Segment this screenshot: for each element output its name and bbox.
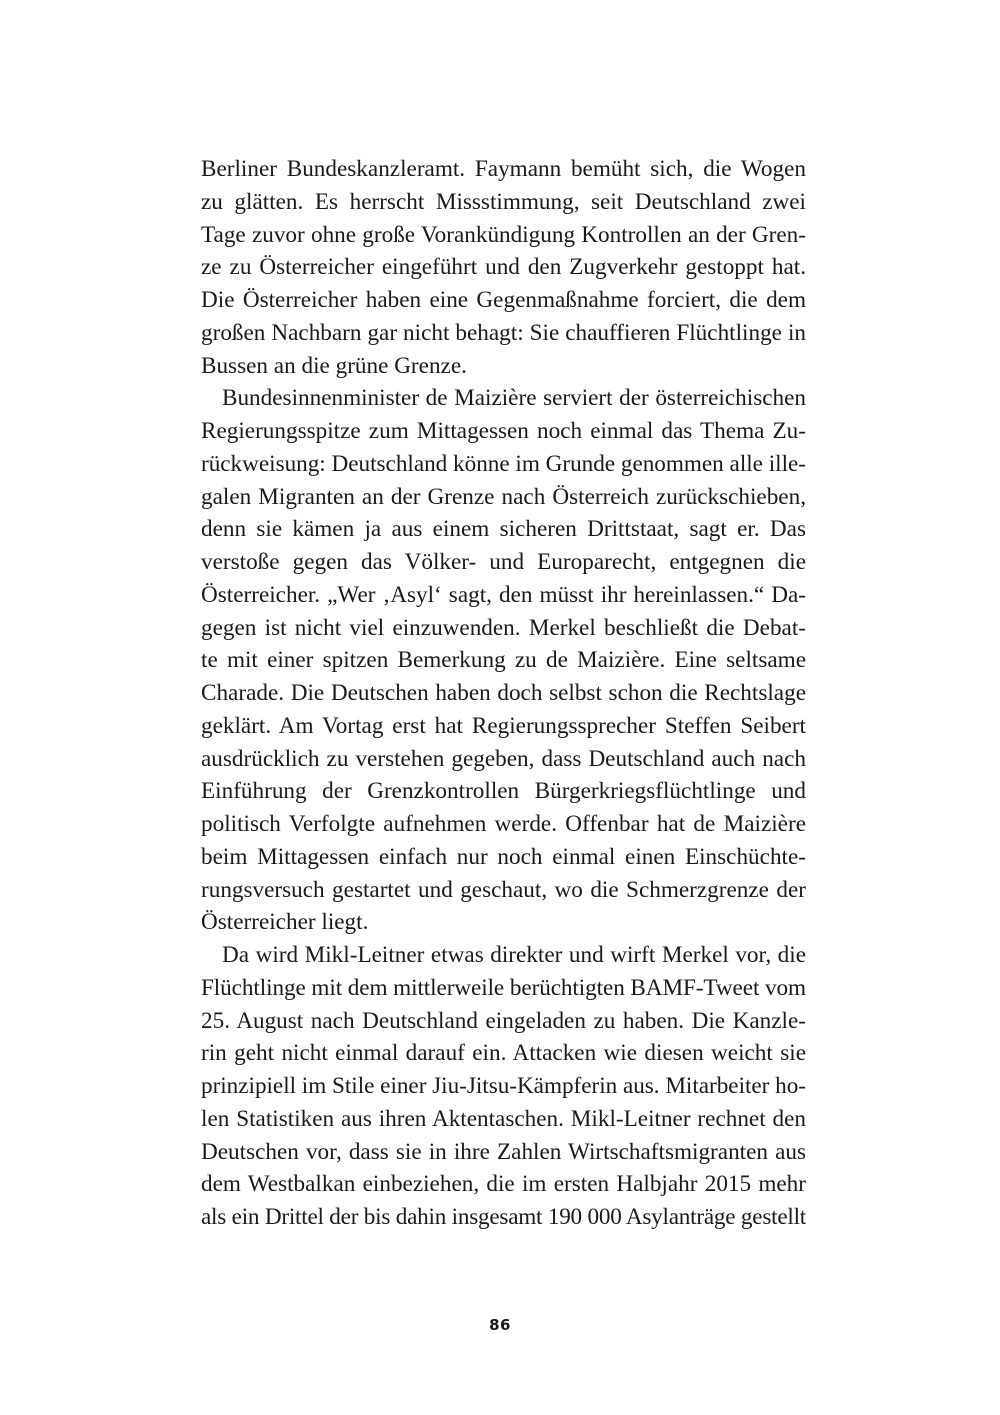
text-line: Österreicher liegt. xyxy=(201,909,369,936)
text-line: prinzipiell im Stile einer Jiu-Jitsu-Kämpferin aus. Mitarbeiter ho- xyxy=(201,1073,806,1099)
text-line: Einführung der Grenzkontrollen Bürgerkriegsflüchtlinge und xyxy=(201,778,806,805)
text-line: galen Migranten an der Grenze nach Österreich zurückschieben, xyxy=(201,483,806,510)
text-line: denn sie kämen ja aus einem sicheren Drittstaat, sagt er. Das xyxy=(201,516,806,543)
page-number: 86 xyxy=(489,1316,511,1334)
body-text xyxy=(201,153,806,1234)
text-line: als ein Drittel der bis dahin insgesamt 190 000 Asylanträge gestellt xyxy=(201,1204,806,1230)
text-line: verstoße gegen das Völker- und Europarecht, entgegnen die xyxy=(201,549,806,575)
text-line: Tage zuvor ohne große Vorankündigung Kontrollen an der Gren- xyxy=(201,221,806,248)
text-line: len Statistiken aus ihren Aktentaschen. Mikl-Leitner rechnet den xyxy=(201,1105,806,1132)
text-line: Deutschen vor, dass sie in ihre Zahlen Wirtschaftsmigranten aus xyxy=(201,1138,806,1165)
text-line: 25. August nach Deutschland eingeladen zu haben. Die Kanzle- xyxy=(201,1007,806,1034)
text-line: rückweisung: Deutschland könne im Grunde genommen alle ille- xyxy=(201,450,806,477)
text-line: großen Nachbarn gar nicht behagt: Sie chauffieren Flüchtlinge in xyxy=(201,319,806,346)
text-line: ausdrücklich zu verstehen gegeben, dass Deutschland auch nach xyxy=(201,745,806,772)
text-line: Österreicher. „Wer ‚Asyl‘ sagt, den müsst ihr hereinlassen.“ Da- xyxy=(201,581,806,608)
text-line: Regierungsspitze zum Mittagessen noch einmal das Thema Zu- xyxy=(201,418,806,444)
text-line: geklärt. Am Vortag erst hat Regierungssprecher Steffen Seibert xyxy=(201,712,806,739)
text-line: rungsversuch gestartet und geschaut, wo die Schmerzgrenze der xyxy=(201,876,806,903)
text-line: Charade. Die Deutschen haben doch selbst schon die Rechtslage xyxy=(201,680,806,706)
text-line: politisch Verfolgte aufnehmen werde. Offenbar hat de Maizière xyxy=(201,811,806,837)
text-line: ze zu Österreicher eingeführt und den Zugverkehr gestoppt hat. xyxy=(201,254,806,281)
text-line: te mit einer spitzen Bemerkung zu de Maizière. Eine seltsame xyxy=(201,647,806,674)
text-line: Bundesinnenminister de Maizière serviert der österreichischen xyxy=(222,385,806,412)
text-line: rin geht nicht einmal darauf ein. Attacken wie diesen weicht sie xyxy=(201,1040,806,1067)
text-line: dem Westbalkan einbeziehen, die im ersten Halbjahr 2015 mehr xyxy=(201,1171,806,1198)
text-line: Berliner Bundeskanzleramt. Faymann bemüht sich, die Wogen xyxy=(201,156,806,182)
text-line: Da wird Mikl-Leitner etwas direkter und wirft Merkel vor, die xyxy=(222,942,806,968)
text-line: Die Österreicher haben eine Gegenmaßnahme forciert, die dem xyxy=(201,287,806,313)
text-line: Bussen an die grüne Grenze. xyxy=(201,352,467,379)
text-line: zu glätten. Es herrscht Missstimmung, seit Deutschland zwei xyxy=(201,188,806,215)
text-line: Flüchtlinge mit dem mittlerweile berüchtigten BAMF-Tweet vom xyxy=(201,974,806,1001)
text-line: beim Mittagessen einfach nur noch einmal einen Einschüchte- xyxy=(201,843,806,870)
text-line: gegen ist nicht viel einzuwenden. Merkel beschließt die Debat- xyxy=(201,614,806,641)
